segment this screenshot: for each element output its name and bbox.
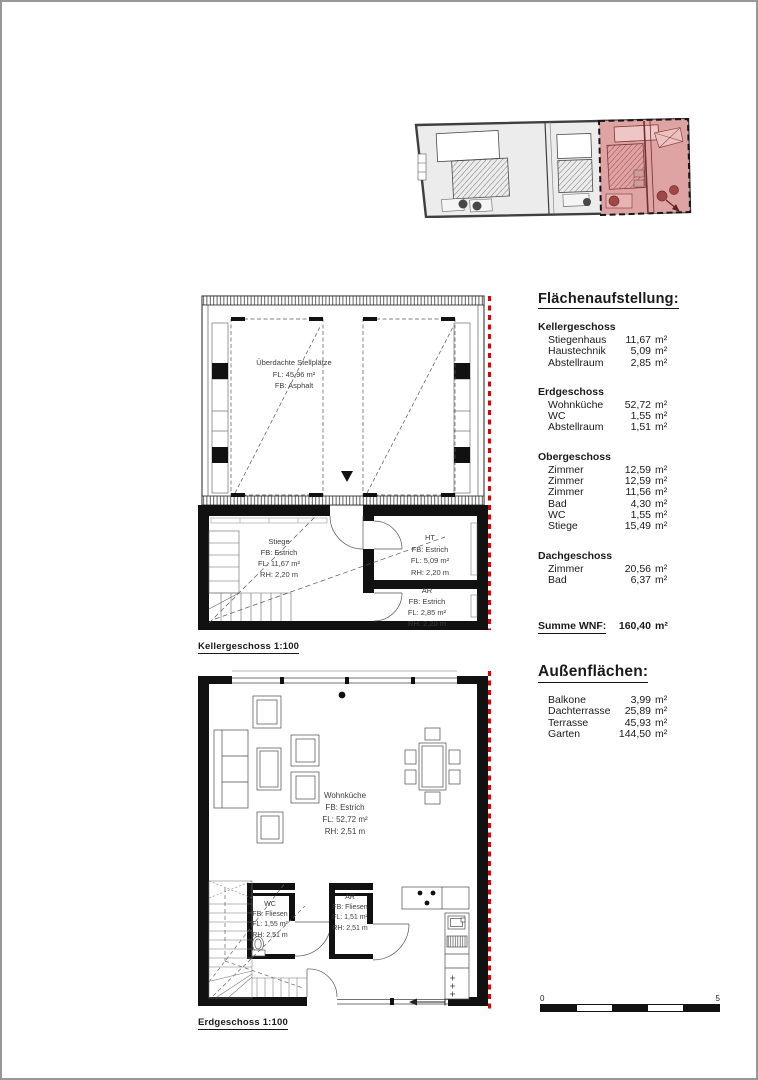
table-row: Haustechnik 5,09 m² [548, 345, 668, 358]
room-label-carport: Überdachte Stellplätze FL: 45,96 m² FB: Asphalt [256, 358, 332, 390]
table-row: Balkone 3,99 m² [548, 694, 668, 706]
site-unit-highlight [599, 119, 690, 215]
table-row: WC 1,55 m² [548, 410, 668, 423]
table-row: Bad 6,37 m² [548, 573, 668, 586]
table-row: Zimmer 20,56 m² [548, 562, 668, 575]
site-plan [410, 118, 698, 218]
caption-kellergeschoss: Kellergeschoss 1:100 [198, 641, 300, 652]
caption-erdgeschoss: Erdgeschoss 1:100 [198, 1017, 288, 1028]
scale-end: 5 [715, 994, 720, 1003]
table-row: WC 1,55 m² [548, 508, 668, 521]
table-row: Wohnküche 52,72 m² [548, 398, 668, 411]
scale-bar [540, 994, 720, 1012]
section-erdgeschoss: Erdgeschoss Wohnküche 52,72 m² WC 1,55 m² Abstellraum 1,51 m² [538, 386, 672, 434]
room-label-stiege: Stiege FB: Estrich FL: 11,67 m² RH: 2,20 m [258, 537, 300, 579]
section-dachgeschoss: Dachgeschoss Zimmer 20,56 m² Bad 6,37 m² [538, 550, 672, 587]
floorplan-kellergeschoss [195, 291, 495, 639]
section-kellergeschoss: Kellergeschoss Stiegenhaus 11,67 m² Haustechnik 5,09 m² Abstellraum 2,85 m² [538, 321, 672, 369]
outdoor-table [538, 663, 672, 740]
table-row: Zimmer 12,59 m² [548, 463, 668, 476]
scale-start: 0 [540, 994, 545, 1003]
area-table-title: Flächenaufstellung: [538, 291, 679, 307]
table-row: Zimmer 12,59 m² [548, 475, 668, 488]
carport [202, 296, 484, 505]
table-row: Stiege 15,49 m² [548, 520, 668, 533]
table-row: Garten 144,50 m² [548, 727, 668, 740]
floorplan-erdgeschoss [195, 666, 495, 1018]
kitchen [402, 887, 469, 999]
room-label-wc: WC FB: Fliesen FL: 1,55 m² RH: 2,51 m [252, 901, 288, 939]
area-table [538, 290, 679, 634]
room-label-wohnkueche: Wohnküche FB: Estrich FL: 52,72 m² RH: 2,51 m [322, 791, 368, 836]
room-label-ht: HT FB: Estrich FL: 5,09 m² RH: 2,20 m [410, 533, 450, 577]
section-obergeschoss: Obergeschoss Zimmer 12,59 m² Zimmer 12,59 m² Zimmer 11,56 m² Bad 4,30 m² WC 1,55 m² Stiege 15,49 m² [538, 451, 672, 533]
table-row: Bad 4,30 m² [548, 497, 668, 510]
table-row: Dachterrasse 25,89 m² [548, 705, 668, 718]
table-row: Terrasse 45,93 m² [548, 716, 668, 729]
room-label-ar-eg: AR FB: Fliesen FL: 1,51 m² RH: 2,51 m [332, 894, 368, 932]
table-row: Stiegenhaus 11,67 m² [548, 334, 668, 346]
outdoor-table-title: Außenflächen: [538, 663, 648, 683]
sum-row: Summe WNF: 160,40 m² [538, 620, 668, 633]
table-row: Zimmer 11,56 m² [548, 486, 668, 499]
column [339, 692, 346, 699]
table-row: Abstellraum 1,51 m² [548, 421, 668, 434]
table-row: Abstellraum 2,85 m² [548, 356, 668, 369]
room-label-ar-kg: AR FB: Estrich FL: 2,85 m² RH: 2,20 m [407, 586, 447, 628]
